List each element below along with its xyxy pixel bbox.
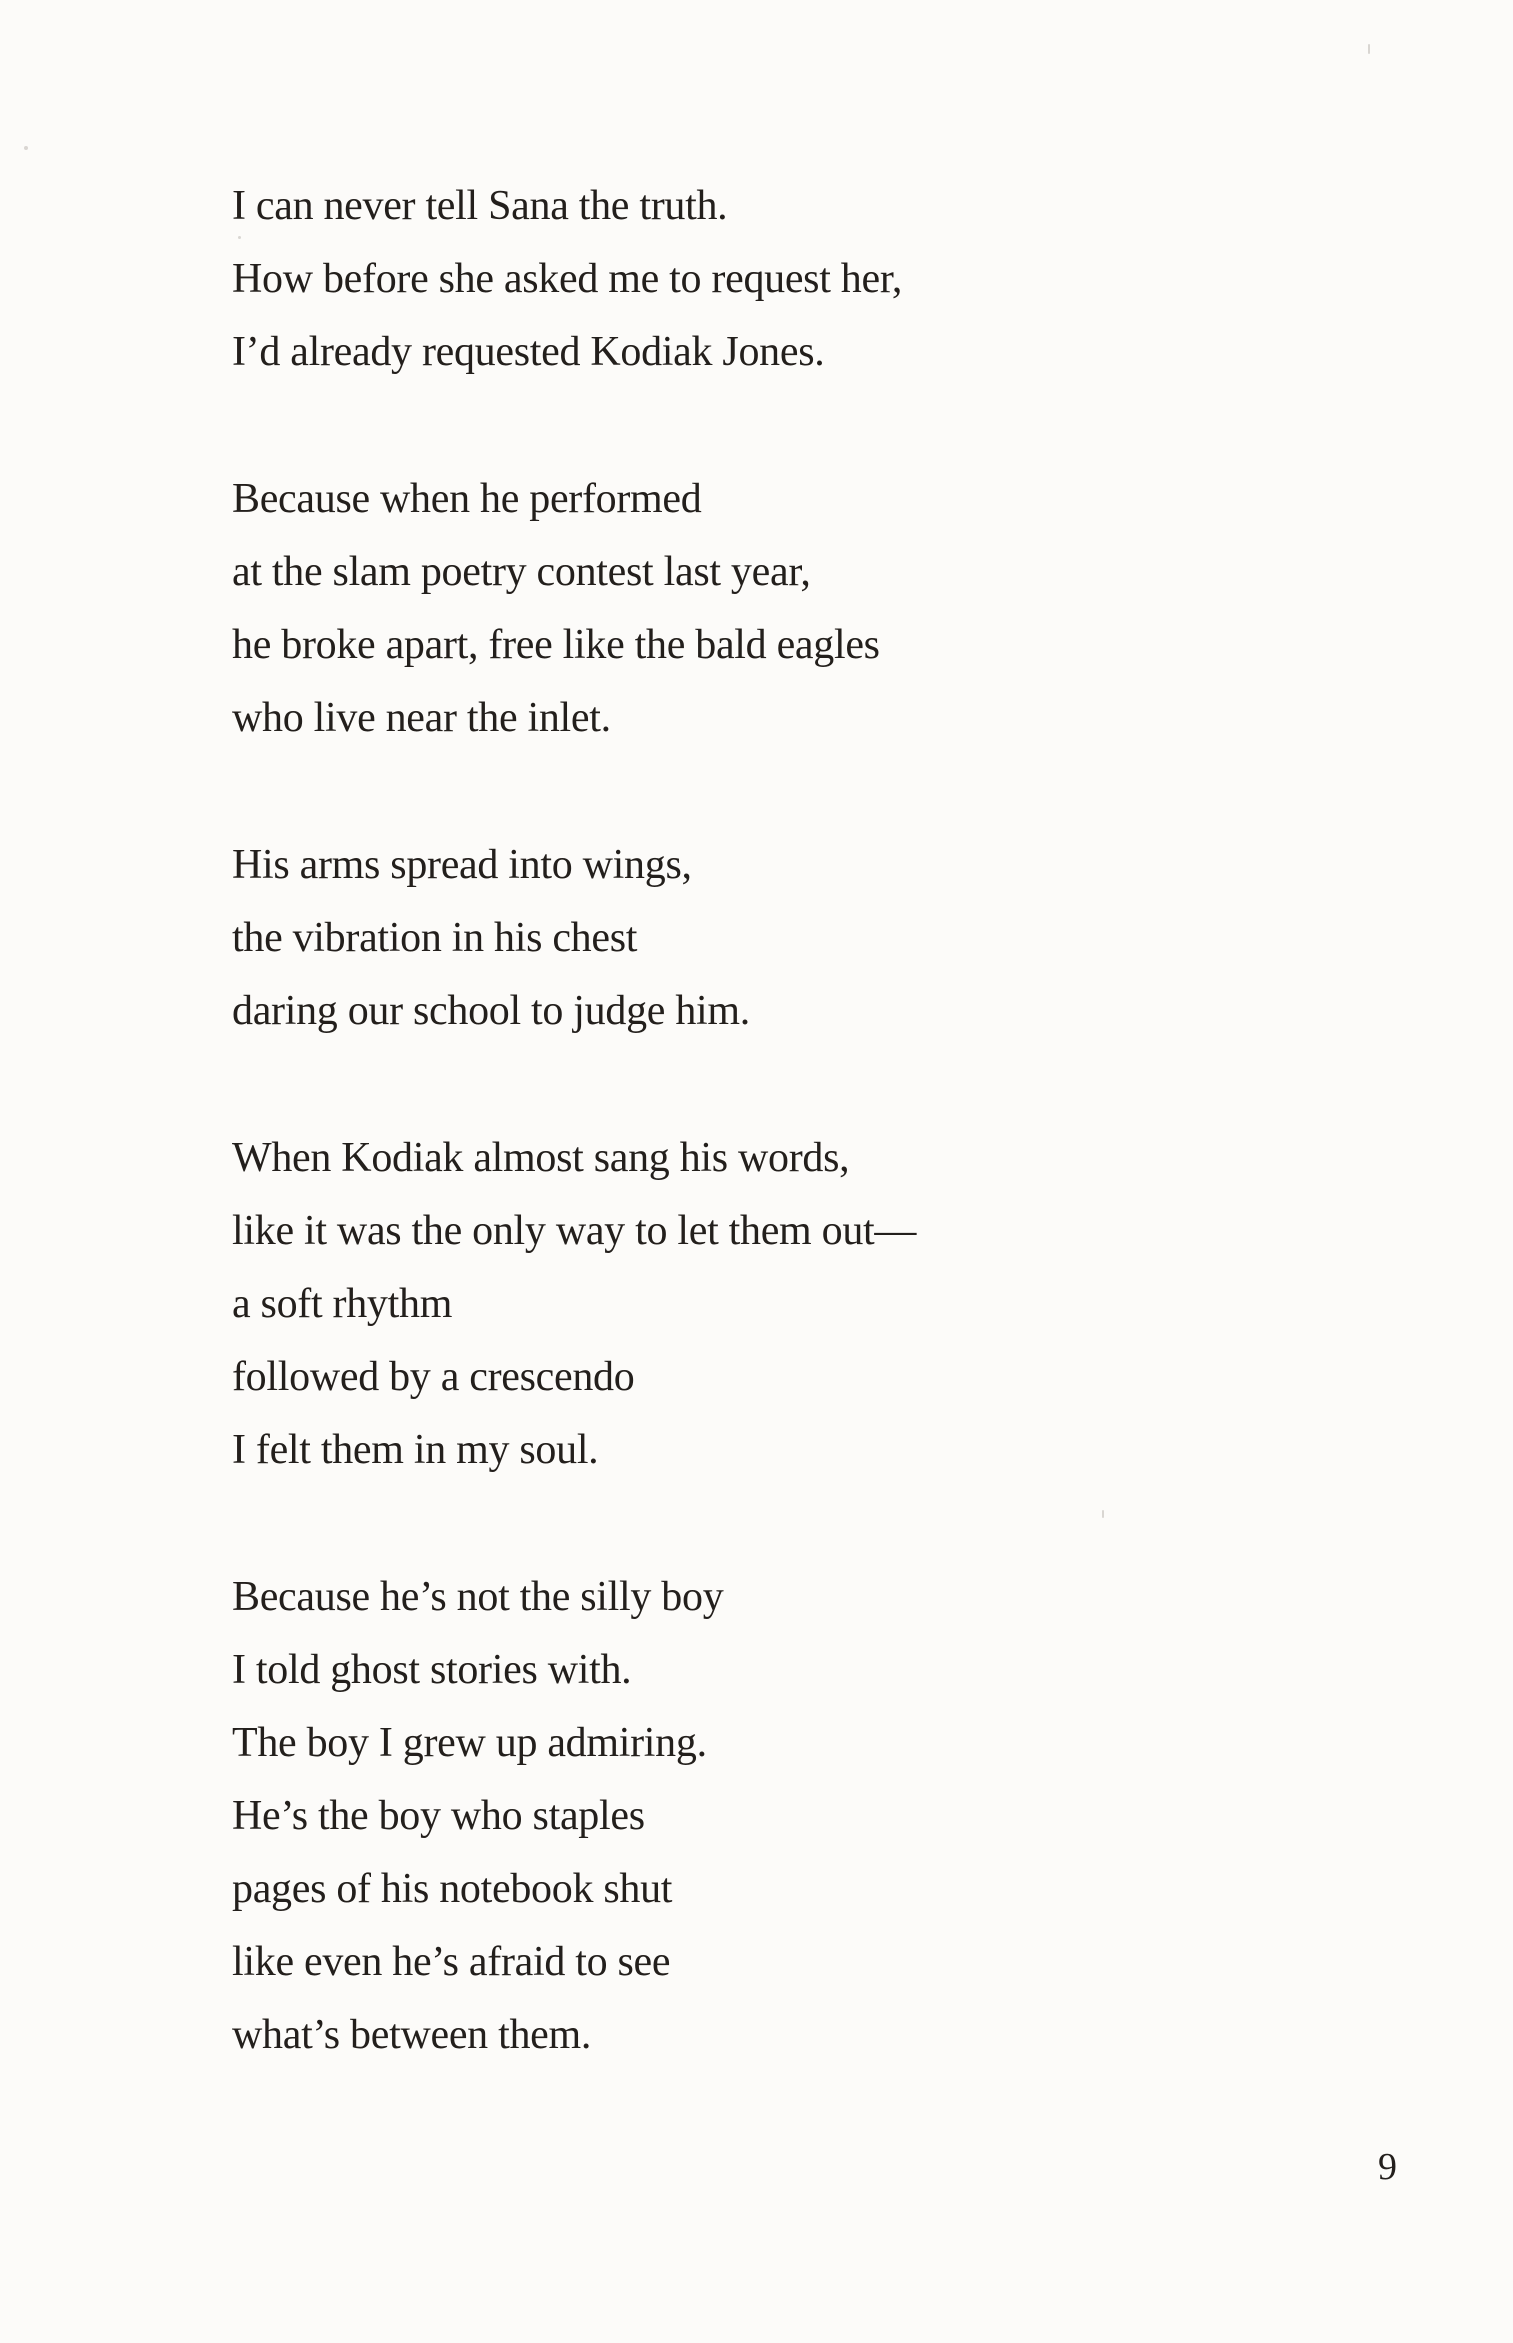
poem-line: I can never tell Sana the truth. bbox=[232, 183, 728, 229]
poem-line: a soft rhythm bbox=[232, 1281, 453, 1327]
poem-line: the vibration in his chest bbox=[232, 915, 638, 961]
poem-line: who live near the inlet. bbox=[232, 695, 611, 741]
poem-line: pages of his notebook shut bbox=[232, 1866, 673, 1912]
poem-line: he broke apart, free like the bald eagles bbox=[232, 622, 880, 668]
poem-line: at the slam poetry contest last year, bbox=[232, 549, 811, 595]
poem-line: followed by a crescendo bbox=[232, 1354, 635, 1400]
stanza-1 bbox=[232, 170, 1332, 389]
scan-speck bbox=[24, 146, 28, 150]
poem-line: like it was the only way to let them out— bbox=[232, 1208, 917, 1254]
poem-line: I told ghost stories with. bbox=[232, 1647, 632, 1693]
scan-speck bbox=[1368, 44, 1370, 54]
poem-line: How before she asked me to request her, bbox=[232, 256, 903, 302]
poem-line: Because when he performed bbox=[232, 476, 702, 522]
poem-line: He’s the boy who staples bbox=[232, 1793, 645, 1839]
page-number: 9 bbox=[1378, 2146, 1397, 2188]
poem-line: like even he’s afraid to see bbox=[232, 1939, 671, 1985]
poem-line: Because he’s not the silly boy bbox=[232, 1574, 724, 1620]
poem-line: When Kodiak almost sang his words, bbox=[232, 1135, 850, 1181]
stanza-2 bbox=[232, 463, 1332, 755]
stanza-5 bbox=[232, 1561, 1332, 2072]
stanza-4 bbox=[232, 1122, 1332, 1487]
scan-speck bbox=[238, 236, 241, 239]
stanza-3 bbox=[232, 829, 1332, 1048]
scan-speck bbox=[1102, 1510, 1104, 1518]
poem-line: what’s between them. bbox=[232, 2012, 592, 2058]
poem-line: I felt them in my soul. bbox=[232, 1427, 599, 1473]
poem-line: daring our school to judge him. bbox=[232, 988, 750, 1034]
poem-line: His arms spread into wings, bbox=[232, 842, 692, 888]
poem-body bbox=[232, 170, 1332, 2146]
poem-line: The boy I grew up admiring. bbox=[232, 1720, 707, 1766]
poem-line: I’d already requested Kodiak Jones. bbox=[232, 329, 825, 375]
